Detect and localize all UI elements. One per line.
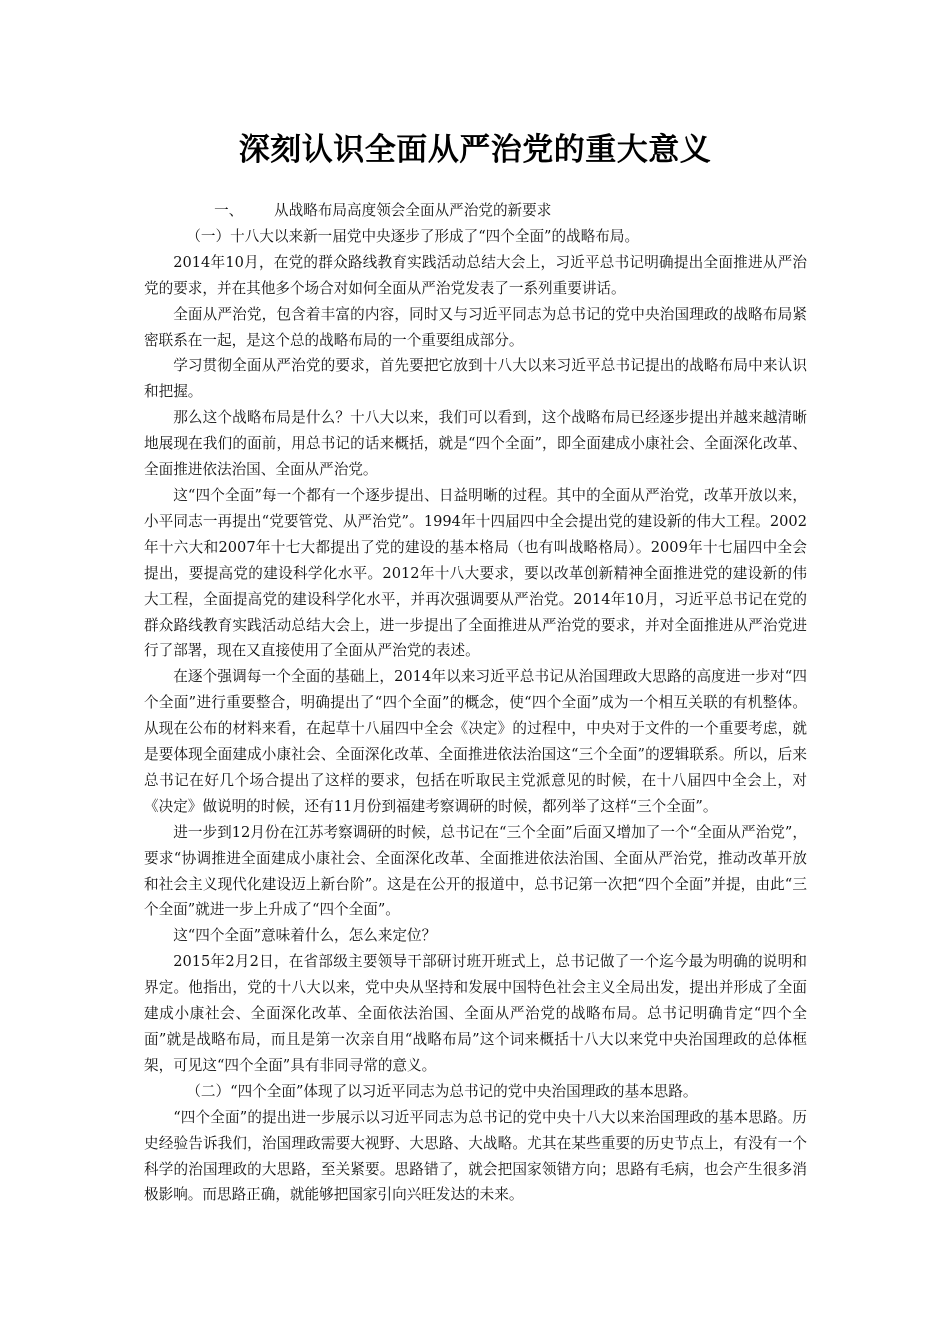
paragraph: 全面从严治党，包含着丰富的内容，同时又与习近平同志为总书记的党中央治国理政的战略布局紧密联系在一起，是这个总的战略布局的一个重要组成部分。 xyxy=(144,305,807,349)
paragraph: 在逐个强调每一个全面的基础上，2014年以来习近平总书记从治国理政大思路的高度进一步对“四个全面”进行重要整合，明确提出了“四个全面”的概念，使“四个全面”成为一个相互关联的有机整体。从现在公布的材料来看，在起草十八届四中全会《决定》的过程中，中央对于文件的一个重要考虑，就是要体现全面建成小康社会、全面深化改革、全面推进依法治国这“三个全面”的逻辑联系。所以，后来总书记在好几个场合提出了这样的要求，包括在听取民主党派意见的时候，在十八届四中全会上，对《决定》做说明的时候，还有11月份到福建考察调研的时候，都列举了这样“三个全面”。 xyxy=(144,668,807,815)
paragraph: 那么这个战略布局是什么？十八大以来，我们可以看到，这个战略布局已经逐步提出并越来越清晰地展现在我们的面前，用总书记的话来概括，就是“四个全面”，即全面建成小康社会、全面深化改革、全面推进依法治国、全面从严治党。 xyxy=(144,409,807,479)
paragraph: “四个全面”的提出进一步展示以习近平同志为总书记的党中央十八大以来治国理政的基本思路。历史经验告诉我们，治国理政需要大视野、大思路、大战略。尤其在某些重要的历史节点上，有没有一个科学的治国理政的大思路，至关紧要。思路错了，就会把国家领错方向；思路有毛病，也会产生很多消极影响。而思路正确，就能够把国家引向兴旺发达的未来。 xyxy=(144,1108,807,1204)
subsection-heading: （一）十八大以来新一届党中央逐步了形成了“四个全面”的战略布局。 xyxy=(186,227,640,245)
document-title: 深刻认识全面从严治党的重大意义 xyxy=(238,132,712,168)
subsection-heading: （二）“四个全面”体现了以习近平同志为总书记的党中央治国理政的基本思路。 xyxy=(186,1082,698,1100)
document-body xyxy=(144,198,807,1208)
paragraph: 2014年10月，在党的群众路线教育实践活动总结大会上，习近平总书记明确提出全面推进从严治党的要求，并在其他多个场合对如何全面从严治党发表了一系列重要讲话。 xyxy=(144,253,807,297)
paragraph: 这“四个全面”每一个都有一个逐步提出、日益明晰的过程。其中的全面从严治党，改革开放以来，小平同志一再提出“党要管党、从严治党”。1994年十四届四中全会提出党的建设新的伟大工程。2002年十六大和2007年十七大都提出了党的建设的基本格局（也有叫战略格局）。2009年十七届四中全会提出，要提高党的建设科学化水平。2012年十八大要求，要以改革创新精神全面推进党的建设新的伟大工程，全面提高党的建设科学化水平，并再次强调要从严治党。2014年10月，习近平总书记在党的群众路线教育实践活动总结大会上，进一步提出了全面推进从严治党的要求，并对全面推进从严治党进行了部署，现在又直接使用了全面从严治党的表述。 xyxy=(144,486,807,660)
section-number: 一、 xyxy=(214,202,244,219)
paragraph: 学习贯彻全面从严治党的要求，首先要把它放到十八大以来习近平总书记提出的战略布局中来认识和把握。 xyxy=(144,357,807,401)
paragraph: 进一步到12月份在江苏考察调研的时候，总书记在“三个全面”后面又增加了一个“全面从严治党”，要求“协调推进全面建成小康社会、全面深化改革、全面推进依法治国、全面从严治党，推动改革开放和社会主义现代化建设迈上新台阶”。这是在公开的报道中，总书记第一次把“四个全面”并提，由此“三个全面”就进一步上升成了“四个全面”。 xyxy=(144,823,807,919)
paragraph: 这“四个全面”意味着什么，怎么来定位？ xyxy=(173,927,437,945)
section-heading-text: 从战略布局高度领会全面从严治党的新要求 xyxy=(274,202,552,219)
section-heading xyxy=(144,198,807,224)
paragraph: 2015年2月2日，在省部级主要领导干部研讨班开班式上，总书记做了一个迄今最为明确的说明和界定。他指出，党的十八大以来，党中央从坚持和发展中国特色社会主义全局出发，提出并形成了全面建成小康社会、全面深化改革、全面依法治国、全面从严治党的战略布局。总书记明确肯定“四个全面”就是战略布局，而且是第一次亲自用“战略布局”这个词来概括十八大以来党中央治国理政的总体框架，可见这“四个全面”具有非同寻常的意义。 xyxy=(144,953,807,1074)
